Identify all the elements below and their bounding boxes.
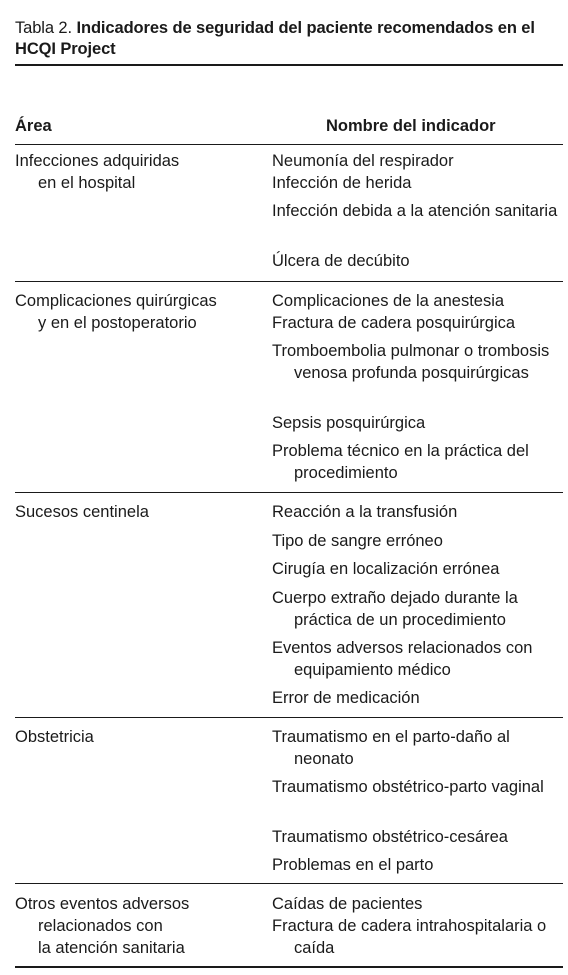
indicator-item: Caídas de pacientes	[272, 895, 423, 913]
indicator-item: Complicaciones de la anestesia	[272, 292, 505, 310]
indicator-item: Reacción a la transfusión	[272, 503, 458, 521]
indicator-item: Infección debida a la atención sanitaria	[272, 202, 558, 220]
group-rule	[15, 492, 563, 493]
column-header-area: Área	[15, 117, 52, 135]
indicator-item: Neumonía del respirador	[272, 152, 454, 170]
area-line: y en el postoperatorio	[38, 314, 197, 332]
indicator-item: Problema técnico en la práctica del procedimiento	[272, 442, 529, 482]
area-line: Complicaciones quirúrgicas	[15, 292, 217, 310]
caption-title: Indicadores de seguridad del paciente recomendados en el HCQI Project	[15, 19, 535, 58]
area-line: relacionados con	[38, 917, 163, 935]
indicator-item: Infección de herida	[272, 174, 412, 192]
indicator-item: Traumatismo obstétrico-parto vaginal	[272, 778, 544, 796]
bottom-rule	[15, 966, 563, 968]
area-line: Infecciones adquiridas	[15, 152, 180, 170]
group-rule	[15, 281, 563, 282]
indicator-item: Sepsis posquirúrgica	[272, 414, 426, 432]
table-caption	[15, 18, 565, 60]
indicator-item: Problemas en el parto	[272, 856, 434, 874]
top-rule	[15, 64, 563, 66]
area-line: Obstetricia	[15, 728, 94, 746]
column-header-indicator: Nombre del indicador	[326, 117, 496, 135]
area-line: en el hospital	[38, 174, 136, 192]
indicator-item: Tromboembolia pulmonar o trombosis venosa profunda posquirúrgicas	[272, 342, 550, 382]
group-rule	[15, 717, 563, 718]
area-cell	[15, 150, 265, 194]
group-rule	[15, 883, 563, 884]
header-rule	[15, 144, 563, 145]
indicator-item: Cirugía en localización errónea	[272, 560, 500, 578]
area-cell	[15, 290, 265, 334]
indicator-item: Cuerpo extraño dejado durante la práctica de un procedimiento	[272, 589, 518, 629]
indicator-item: Error de medicación	[272, 689, 420, 707]
area-cell	[15, 726, 265, 748]
area-cell	[15, 893, 265, 959]
area-line: Sucesos centinela	[15, 503, 149, 521]
indicator-item: Eventos adversos relacionados con equipamiento médico	[272, 639, 533, 679]
area-cell	[15, 501, 265, 523]
area-line: Otros eventos adversos	[15, 895, 190, 913]
indicator-item: Tipo de sangre erróneo	[272, 532, 443, 550]
indicator-item: Fractura de cadera posquirúrgica	[272, 314, 516, 332]
indicator-item: Traumatismo en el parto-daño al neonato	[272, 728, 510, 768]
indicator-item: Traumatismo obstétrico-cesárea	[272, 828, 508, 846]
indicator-item: Úlcera de decúbito	[272, 252, 410, 270]
indicator-item: Fractura de cadera intrahospitalaria o caída	[272, 917, 547, 957]
caption-label: Tabla 2.	[15, 19, 72, 37]
area-line: la atención sanitaria	[38, 939, 185, 957]
